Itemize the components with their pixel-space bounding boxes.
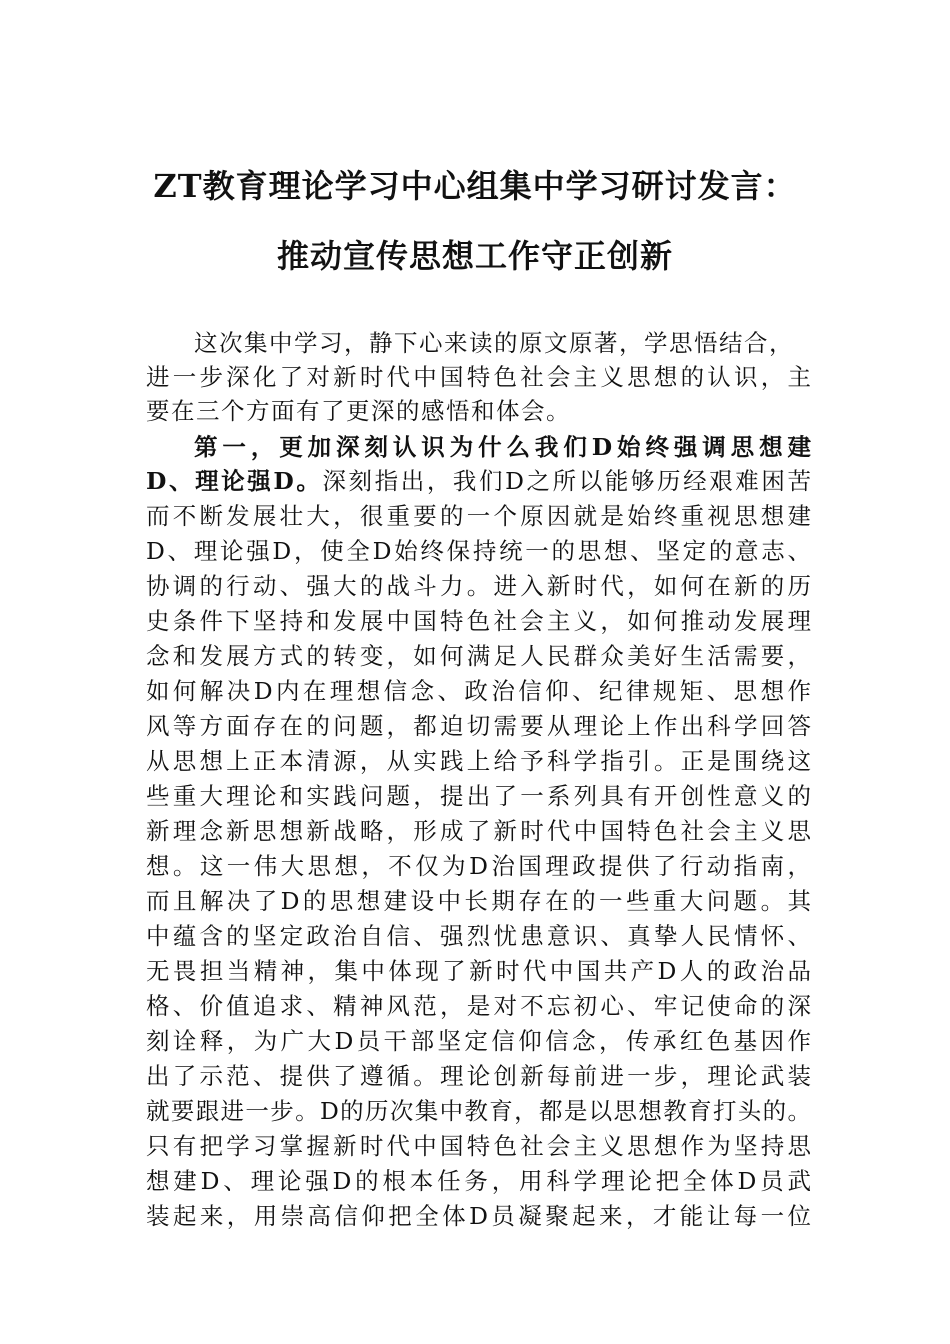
paragraph-line: 格、价值追求、精神风范，是对不忘初心、牢记使命的深 [146,992,811,1020]
document-title-line-1: ZT教育理论学习中心组集中学习研讨发言： [153,167,797,205]
paragraph-line: 新理念新思想新战略，形成了新时代中国特色社会主义思 [146,817,811,845]
paragraph-text: 深刻指出，我们D之所以能够历经艰难困苦 [322,467,811,495]
paragraph-line: 无畏担当精神，集中体现了新时代中国共产D人的政治品 [146,957,811,985]
paragraph-line: 只有把学习掌握新时代中国特色社会主义思想作为坚持思 [146,1132,811,1160]
paragraph-line: 从思想上正本清源，从实践上给予科学指引。正是围绕这 [146,747,811,775]
paragraph-line [146,464,811,498]
paragraph-line: 念和发展方式的转变，如何满足人民群众美好生活需要， [146,642,811,670]
paragraph-line: 进一步深化了对新时代中国特色社会主义思想的认识，主 [146,363,811,391]
paragraph-line: 协调的行动、强大的战斗力。进入新时代，如何在新的历 [146,572,811,600]
document-title-line-2: 推动宣传思想工作守正创新 [276,237,673,275]
paragraph-line: 史条件下坚持和发展中国特色社会主义，如何推动发展理 [146,607,811,635]
paragraph-line: 刻诠释，为广大D员干部坚定信仰信念，传承红色基因作 [146,1027,811,1055]
paragraph-line: D、理论强D，使全D始终保持统一的思想、坚定的意志、 [146,537,811,565]
paragraph-line: 而且解决了D的思想建设中长期存在的一些重大问题。其 [146,887,811,915]
paragraph-line: 要在三个方面有了更深的感悟和体会。 [146,397,571,425]
paragraph-line: 就要跟进一步。D的历次集中教育，都是以思想教育打头的。 [146,1097,811,1125]
paragraph-line: 风等方面存在的问题，都迫切需要从理论上作出科学回答 [146,712,811,740]
paragraph-line: 出了示范、提供了遵循。理论创新每前进一步，理论武装 [146,1062,811,1090]
paragraph-line: 而不断发展壮大，很重要的一个原因就是始终重视思想建 [146,502,811,530]
paragraph-line: 这次集中学习，静下心来读的原文原著，学思悟结合， [194,329,794,357]
section-heading-line: 第一，更加深刻认识为什么我们D始终强调思想建 [194,433,811,461]
paragraph-line: 想。这一伟大思想，不仅为D治国理政提供了行动指南， [146,852,811,880]
section-heading-tail: D、理论强D。 [146,467,323,495]
paragraph-line: 如何解决D内在理想信念、政治信仰、纪律规矩、思想作 [146,677,811,705]
paragraph-line: 想建D、理论强D的根本任务，用科学理论把全体D员武 [146,1167,811,1195]
paragraph-line: 装起来，用崇高信仰把全体D员凝聚起来，才能让每一位 [146,1202,811,1230]
paragraph-line: 中蕴含的坚定政治自信、强烈忧患意识、真挚人民情怀、 [146,922,811,950]
paragraph-line: 些重大理论和实践问题，提出了一系列具有开创性意义的 [146,782,811,810]
